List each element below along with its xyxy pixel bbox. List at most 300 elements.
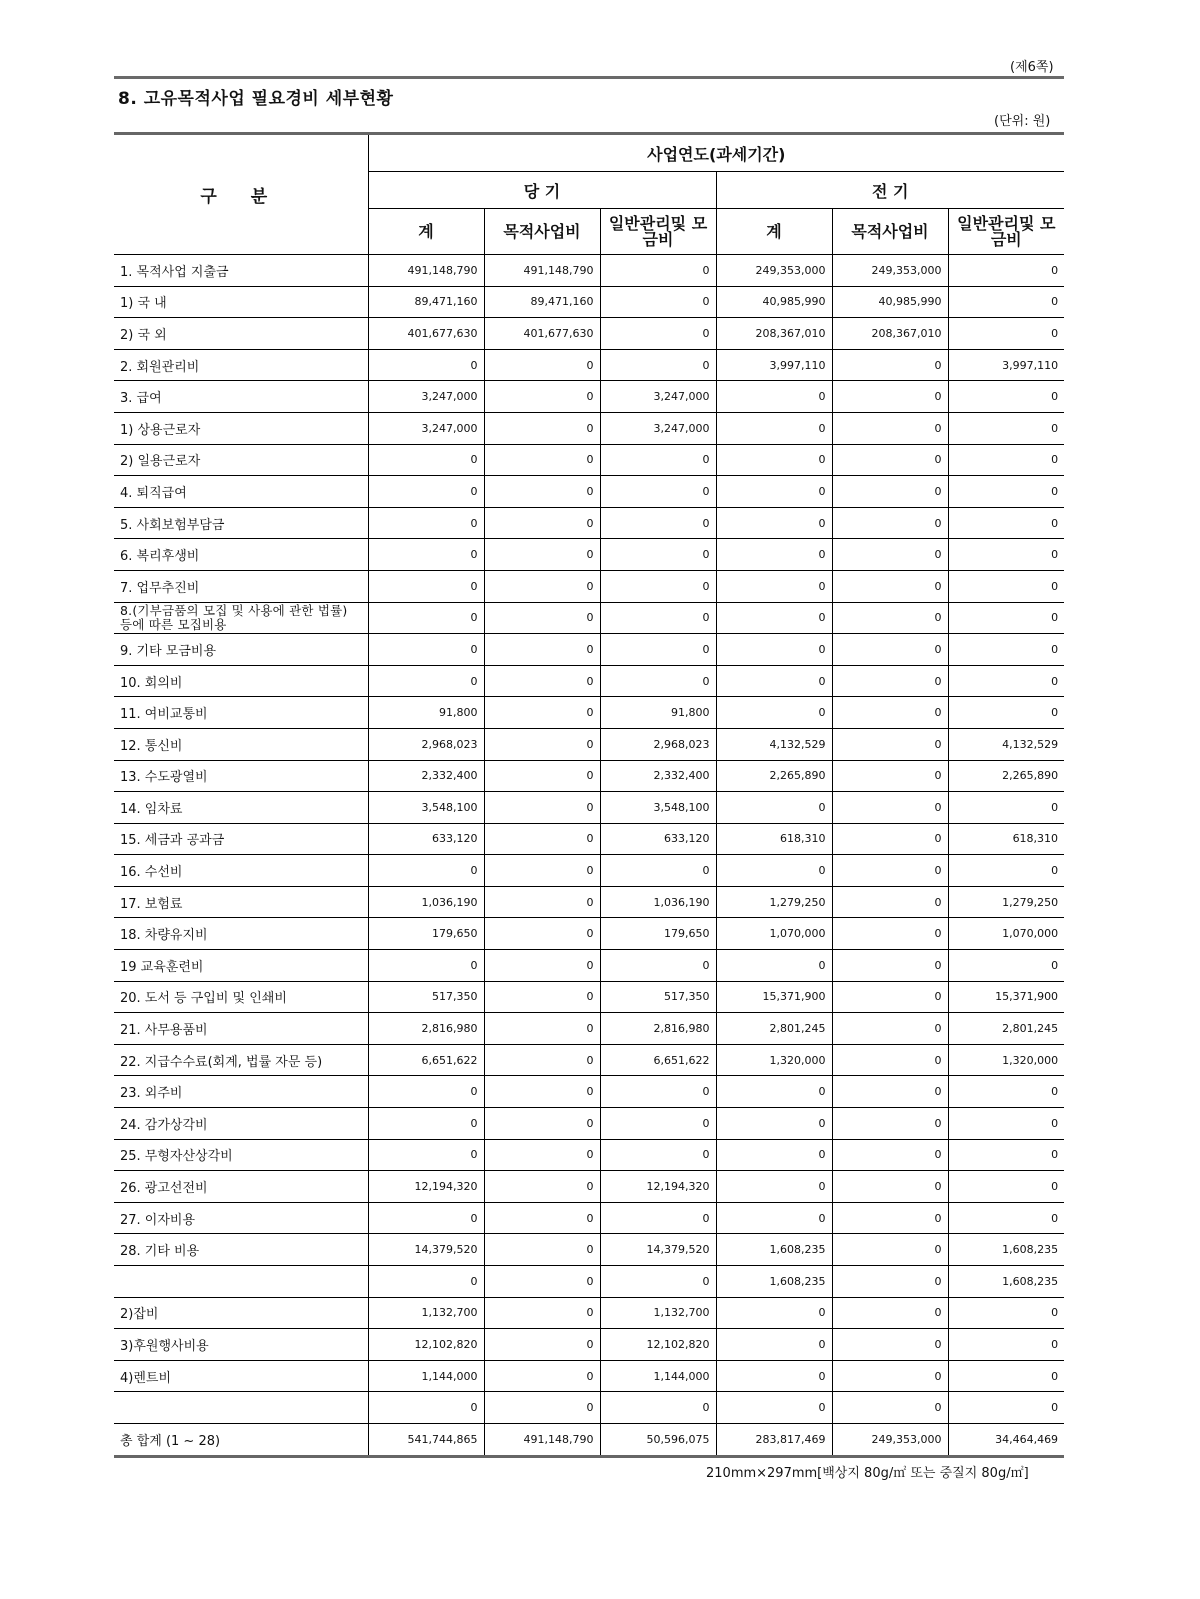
amount-cell: 0 xyxy=(948,1329,1064,1361)
table-row xyxy=(114,1202,1064,1234)
row-label: 18. 차량유지비 xyxy=(114,918,368,950)
current-period-header: 당 기 xyxy=(368,172,716,209)
amount-cell: 401,677,630 xyxy=(368,318,484,350)
row-label: 20. 도서 등 구입비 및 인쇄비 xyxy=(114,981,368,1013)
amount-cell: 0 xyxy=(484,381,600,413)
row-label: 2) 국 외 xyxy=(114,318,368,350)
amount-cell: 0 xyxy=(716,381,832,413)
amount-cell: 0 xyxy=(948,665,1064,697)
amount-cell: 0 xyxy=(600,855,716,887)
amount-cell: 50,596,075 xyxy=(600,1423,716,1456)
table-header xyxy=(114,134,1064,255)
amount-cell: 1,132,700 xyxy=(368,1297,484,1329)
amount-cell: 0 xyxy=(948,381,1064,413)
amount-cell: 0 xyxy=(832,1234,948,1266)
amount-cell: 0 xyxy=(484,1013,600,1045)
amount-cell: 1,608,235 xyxy=(716,1234,832,1266)
amount-cell: 0 xyxy=(600,318,716,350)
amount-cell: 0 xyxy=(716,855,832,887)
amount-cell: 2,801,245 xyxy=(948,1013,1064,1045)
amount-cell: 0 xyxy=(716,476,832,508)
amount-cell: 0 xyxy=(600,602,716,634)
row-label: 3)후원행사비용 xyxy=(114,1329,368,1361)
amount-cell: 618,310 xyxy=(948,823,1064,855)
amount-cell: 1,608,235 xyxy=(948,1266,1064,1298)
amount-cell: 208,367,010 xyxy=(832,318,948,350)
amount-cell: 0 xyxy=(948,634,1064,666)
amount-cell: 0 xyxy=(368,1266,484,1298)
row-label xyxy=(114,1392,368,1424)
previous-purpose-header: 목적사업비 xyxy=(832,209,948,255)
amount-cell: 0 xyxy=(948,476,1064,508)
table-row xyxy=(114,444,1064,476)
amount-cell: 491,148,790 xyxy=(484,1423,600,1456)
amount-cell: 179,650 xyxy=(600,918,716,950)
amount-cell: 6,651,622 xyxy=(368,1044,484,1076)
amount-cell: 0 xyxy=(948,1202,1064,1234)
row-label: 19 교육훈련비 xyxy=(114,950,368,982)
amount-cell: 0 xyxy=(368,1076,484,1108)
table-row xyxy=(114,1423,1064,1456)
table-row xyxy=(114,1329,1064,1361)
unit-label: (단위: 원) xyxy=(994,114,1051,129)
amount-cell: 0 xyxy=(600,1392,716,1424)
row-label: 총 합계 (1 ~ 28) xyxy=(114,1423,368,1456)
table-row xyxy=(114,412,1064,444)
row-label: 24. 감가상각비 xyxy=(114,1108,368,1140)
amount-cell: 2,265,890 xyxy=(716,760,832,792)
amount-cell: 0 xyxy=(484,792,600,824)
amount-cell: 3,548,100 xyxy=(368,792,484,824)
amount-cell: 0 xyxy=(832,981,948,1013)
row-label: 2. 회원관리비 xyxy=(114,349,368,381)
amount-cell: 0 xyxy=(716,507,832,539)
amount-cell: 0 xyxy=(832,855,948,887)
table-row xyxy=(114,665,1064,697)
amount-cell: 0 xyxy=(368,570,484,602)
amount-cell: 0 xyxy=(948,286,1064,318)
amount-cell: 0 xyxy=(948,855,1064,887)
amount-cell: 0 xyxy=(948,1360,1064,1392)
amount-cell: 0 xyxy=(832,444,948,476)
amount-cell: 0 xyxy=(600,950,716,982)
amount-cell: 0 xyxy=(484,570,600,602)
amount-cell: 34,464,469 xyxy=(948,1423,1064,1456)
row-label: 16. 수선비 xyxy=(114,855,368,887)
amount-cell: 0 xyxy=(600,286,716,318)
amount-cell: 0 xyxy=(832,1139,948,1171)
amount-cell: 0 xyxy=(484,507,600,539)
row-label xyxy=(114,1266,368,1298)
amount-cell: 0 xyxy=(832,349,948,381)
amount-cell: 0 xyxy=(832,412,948,444)
amount-cell: 0 xyxy=(832,950,948,982)
amount-cell: 0 xyxy=(832,697,948,729)
amount-cell: 0 xyxy=(484,1297,600,1329)
amount-cell: 0 xyxy=(716,1076,832,1108)
amount-cell: 0 xyxy=(484,1392,600,1424)
amount-cell: 0 xyxy=(484,1266,600,1298)
amount-cell: 0 xyxy=(484,1171,600,1203)
amount-cell: 0 xyxy=(600,570,716,602)
amount-cell: 0 xyxy=(600,665,716,697)
amount-cell: 1,279,250 xyxy=(716,886,832,918)
amount-cell: 0 xyxy=(484,1360,600,1392)
amount-cell: 0 xyxy=(484,950,600,982)
amount-cell: 0 xyxy=(600,539,716,571)
amount-cell: 0 xyxy=(484,728,600,760)
amount-cell: 15,371,900 xyxy=(716,981,832,1013)
amount-cell: 2,816,980 xyxy=(600,1013,716,1045)
amount-cell: 0 xyxy=(368,444,484,476)
row-label: 7. 업무추진비 xyxy=(114,570,368,602)
amount-cell: 2,265,890 xyxy=(948,760,1064,792)
table-row xyxy=(114,349,1064,381)
row-label: 10. 회의비 xyxy=(114,665,368,697)
amount-cell: 0 xyxy=(948,1076,1064,1108)
amount-cell: 0 xyxy=(832,1329,948,1361)
amount-cell: 0 xyxy=(948,950,1064,982)
table-row xyxy=(114,760,1064,792)
row-label: 15. 세금과 공과금 xyxy=(114,823,368,855)
amount-cell: 0 xyxy=(832,1108,948,1140)
row-label: 2)잡비 xyxy=(114,1297,368,1329)
amount-cell: 0 xyxy=(368,1108,484,1140)
amount-cell: 0 xyxy=(484,476,600,508)
page-number: (제6쪽) xyxy=(1010,60,1054,75)
top-rule xyxy=(114,76,1064,79)
row-label: 1) 국 내 xyxy=(114,286,368,318)
table-row xyxy=(114,539,1064,571)
amount-cell: 0 xyxy=(948,1139,1064,1171)
amount-cell: 0 xyxy=(716,1329,832,1361)
amount-cell: 1,132,700 xyxy=(600,1297,716,1329)
amount-cell: 0 xyxy=(832,823,948,855)
amount-cell: 0 xyxy=(832,918,948,950)
amount-cell: 0 xyxy=(600,1108,716,1140)
amount-cell: 0 xyxy=(832,1202,948,1234)
amount-cell: 0 xyxy=(600,1202,716,1234)
amount-cell: 1,608,235 xyxy=(948,1234,1064,1266)
table-row xyxy=(114,602,1064,634)
amount-cell: 0 xyxy=(716,1171,832,1203)
amount-cell: 491,148,790 xyxy=(484,255,600,287)
table-row xyxy=(114,634,1064,666)
row-label: 22. 지급수수료(회계, 법률 자문 등) xyxy=(114,1044,368,1076)
amount-cell: 249,353,000 xyxy=(716,255,832,287)
amount-cell: 0 xyxy=(832,1297,948,1329)
row-label: 9. 기타 모금비용 xyxy=(114,634,368,666)
row-label: 2) 일용근로자 xyxy=(114,444,368,476)
amount-cell: 0 xyxy=(832,1392,948,1424)
row-label: 26. 광고선전비 xyxy=(114,1171,368,1203)
table-row xyxy=(114,886,1064,918)
amount-cell: 401,677,630 xyxy=(484,318,600,350)
amount-cell: 0 xyxy=(948,602,1064,634)
amount-cell: 0 xyxy=(948,412,1064,444)
amount-cell: 0 xyxy=(948,697,1064,729)
amount-cell: 541,744,865 xyxy=(368,1423,484,1456)
amount-cell: 1,144,000 xyxy=(368,1360,484,1392)
amount-cell: 1,036,190 xyxy=(600,886,716,918)
amount-cell: 0 xyxy=(484,1044,600,1076)
previous-period-header: 전 기 xyxy=(716,172,1064,209)
amount-cell: 1,320,000 xyxy=(716,1044,832,1076)
amount-cell: 1,070,000 xyxy=(716,918,832,950)
amount-cell: 0 xyxy=(716,1139,832,1171)
amount-cell: 2,332,400 xyxy=(600,760,716,792)
amount-cell: 3,548,100 xyxy=(600,792,716,824)
amount-cell: 2,816,980 xyxy=(368,1013,484,1045)
amount-cell: 0 xyxy=(832,476,948,508)
amount-cell: 89,471,160 xyxy=(368,286,484,318)
row-label: 17. 보험료 xyxy=(114,886,368,918)
amount-cell: 3,247,000 xyxy=(600,381,716,413)
amount-cell: 283,817,469 xyxy=(716,1423,832,1456)
amount-cell: 0 xyxy=(832,886,948,918)
amount-cell: 1,144,000 xyxy=(600,1360,716,1392)
amount-cell: 0 xyxy=(484,1108,600,1140)
amount-cell: 249,353,000 xyxy=(832,255,948,287)
expense-table-container xyxy=(114,132,1064,1458)
amount-cell: 208,367,010 xyxy=(716,318,832,350)
table-row xyxy=(114,981,1064,1013)
table-body xyxy=(114,255,1064,1457)
table-row xyxy=(114,507,1064,539)
amount-cell: 0 xyxy=(716,539,832,571)
amount-cell: 3,997,110 xyxy=(716,349,832,381)
amount-cell: 0 xyxy=(716,1108,832,1140)
amount-cell: 0 xyxy=(368,1392,484,1424)
amount-cell: 0 xyxy=(832,1076,948,1108)
amount-cell: 633,120 xyxy=(368,823,484,855)
amount-cell: 0 xyxy=(600,634,716,666)
amount-cell: 4,132,529 xyxy=(716,728,832,760)
row-label: 4. 퇴직급여 xyxy=(114,476,368,508)
amount-cell: 0 xyxy=(368,1202,484,1234)
amount-cell: 2,332,400 xyxy=(368,760,484,792)
amount-cell: 0 xyxy=(948,1108,1064,1140)
amount-cell: 0 xyxy=(600,1266,716,1298)
table-row xyxy=(114,1171,1064,1203)
amount-cell: 1,320,000 xyxy=(948,1044,1064,1076)
amount-cell: 0 xyxy=(832,634,948,666)
amount-cell: 1,608,235 xyxy=(716,1266,832,1298)
amount-cell: 0 xyxy=(484,412,600,444)
table-row xyxy=(114,1297,1064,1329)
previous-general-header: 일반관리및 모금비 xyxy=(948,209,1064,255)
amount-cell: 0 xyxy=(716,570,832,602)
table-row xyxy=(114,286,1064,318)
amount-cell: 0 xyxy=(832,570,948,602)
amount-cell: 0 xyxy=(600,476,716,508)
amount-cell: 0 xyxy=(368,539,484,571)
amount-cell: 0 xyxy=(716,444,832,476)
amount-cell: 6,651,622 xyxy=(600,1044,716,1076)
amount-cell: 91,800 xyxy=(368,697,484,729)
table-row xyxy=(114,1266,1064,1298)
row-label: 3. 급여 xyxy=(114,381,368,413)
table-row xyxy=(114,918,1064,950)
row-label: 8.(기부금품의 모집 및 사용에 관한 법률) 등에 따른 모집비용 xyxy=(114,602,368,634)
amount-cell: 0 xyxy=(716,1360,832,1392)
amount-cell: 0 xyxy=(832,507,948,539)
amount-cell: 0 xyxy=(484,855,600,887)
amount-cell: 249,353,000 xyxy=(832,1423,948,1456)
amount-cell: 0 xyxy=(832,602,948,634)
table-row xyxy=(114,728,1064,760)
row-label: 21. 사무용품비 xyxy=(114,1013,368,1045)
amount-cell: 0 xyxy=(832,760,948,792)
amount-cell: 0 xyxy=(948,507,1064,539)
table-row xyxy=(114,1234,1064,1266)
amount-cell: 0 xyxy=(484,1329,600,1361)
amount-cell: 0 xyxy=(484,349,600,381)
table-row xyxy=(114,1076,1064,1108)
amount-cell: 491,148,790 xyxy=(368,255,484,287)
amount-cell: 0 xyxy=(948,1392,1064,1424)
amount-cell: 0 xyxy=(484,1234,600,1266)
row-label: 27. 이자비용 xyxy=(114,1202,368,1234)
table-row xyxy=(114,1013,1064,1045)
amount-cell: 0 xyxy=(484,760,600,792)
amount-cell: 40,985,990 xyxy=(716,286,832,318)
amount-cell: 517,350 xyxy=(368,981,484,1013)
amount-cell: 0 xyxy=(948,318,1064,350)
amount-cell: 2,968,023 xyxy=(600,728,716,760)
amount-cell: 0 xyxy=(948,792,1064,824)
amount-cell: 0 xyxy=(716,412,832,444)
amount-cell: 633,120 xyxy=(600,823,716,855)
amount-cell: 0 xyxy=(600,507,716,539)
amount-cell: 0 xyxy=(832,539,948,571)
amount-cell: 0 xyxy=(368,602,484,634)
amount-cell: 0 xyxy=(948,539,1064,571)
table-row xyxy=(114,1044,1064,1076)
row-label: 25. 무형자산상각비 xyxy=(114,1139,368,1171)
table-row xyxy=(114,381,1064,413)
amount-cell: 1,070,000 xyxy=(948,918,1064,950)
table-row xyxy=(114,823,1064,855)
amount-cell: 0 xyxy=(600,444,716,476)
current-total-header: 계 xyxy=(368,209,484,255)
amount-cell: 15,371,900 xyxy=(948,981,1064,1013)
row-label: 23. 외주비 xyxy=(114,1076,368,1108)
amount-cell: 12,194,320 xyxy=(368,1171,484,1203)
amount-cell: 0 xyxy=(484,602,600,634)
amount-cell: 0 xyxy=(716,602,832,634)
amount-cell: 0 xyxy=(716,792,832,824)
table-row xyxy=(114,855,1064,887)
amount-cell: 2,968,023 xyxy=(368,728,484,760)
amount-cell: 0 xyxy=(484,918,600,950)
amount-cell: 89,471,160 xyxy=(484,286,600,318)
amount-cell: 2,801,245 xyxy=(716,1013,832,1045)
amount-cell: 3,247,000 xyxy=(368,381,484,413)
business-year-header: 사업연도(과세기간) xyxy=(368,134,1064,172)
current-general-header: 일반관리및 모금비 xyxy=(600,209,716,255)
amount-cell: 0 xyxy=(832,728,948,760)
row-label: 13. 수도광열비 xyxy=(114,760,368,792)
amount-cell: 0 xyxy=(948,444,1064,476)
amount-cell: 0 xyxy=(832,665,948,697)
amount-cell: 0 xyxy=(948,1297,1064,1329)
amount-cell: 0 xyxy=(368,349,484,381)
amount-cell: 0 xyxy=(716,665,832,697)
current-purpose-header: 목적사업비 xyxy=(484,209,600,255)
table-row xyxy=(114,1139,1064,1171)
amount-cell: 0 xyxy=(832,381,948,413)
amount-cell: 0 xyxy=(600,1139,716,1171)
amount-cell: 3,247,000 xyxy=(600,412,716,444)
amount-cell: 179,650 xyxy=(368,918,484,950)
table-row xyxy=(114,255,1064,287)
table-row xyxy=(114,950,1064,982)
amount-cell: 12,194,320 xyxy=(600,1171,716,1203)
amount-cell: 0 xyxy=(948,1171,1064,1203)
amount-cell: 0 xyxy=(716,950,832,982)
amount-cell: 0 xyxy=(484,1202,600,1234)
amount-cell: 0 xyxy=(368,855,484,887)
amount-cell: 12,102,820 xyxy=(600,1329,716,1361)
row-label: 12. 통신비 xyxy=(114,728,368,760)
amount-cell: 0 xyxy=(368,665,484,697)
table-row xyxy=(114,570,1064,602)
amount-cell: 0 xyxy=(368,507,484,539)
row-label: 6. 복리후생비 xyxy=(114,539,368,571)
amount-cell: 1,036,190 xyxy=(368,886,484,918)
amount-cell: 0 xyxy=(484,697,600,729)
table-row xyxy=(114,318,1064,350)
amount-cell: 0 xyxy=(716,634,832,666)
amount-cell: 0 xyxy=(368,634,484,666)
amount-cell: 14,379,520 xyxy=(368,1234,484,1266)
table-row xyxy=(114,476,1064,508)
amount-cell: 0 xyxy=(484,444,600,476)
table-row xyxy=(114,697,1064,729)
paper-spec-note: 210mm×297mm[백상지 80g/㎡ 또는 중질지 80g/㎡] xyxy=(706,1466,1029,1481)
amount-cell: 0 xyxy=(716,1392,832,1424)
amount-cell: 0 xyxy=(716,1202,832,1234)
amount-cell: 91,800 xyxy=(600,697,716,729)
amount-cell: 0 xyxy=(368,1139,484,1171)
row-label: 1. 목적사업 지출금 xyxy=(114,255,368,287)
amount-cell: 0 xyxy=(832,1171,948,1203)
amount-cell: 0 xyxy=(484,1139,600,1171)
amount-cell: 0 xyxy=(716,697,832,729)
amount-cell: 0 xyxy=(948,255,1064,287)
amount-cell: 0 xyxy=(948,570,1064,602)
amount-cell: 0 xyxy=(484,539,600,571)
amount-cell: 0 xyxy=(368,476,484,508)
amount-cell: 0 xyxy=(716,1297,832,1329)
row-label: 1) 상용근로자 xyxy=(114,412,368,444)
previous-total-header: 계 xyxy=(716,209,832,255)
amount-cell: 0 xyxy=(832,1266,948,1298)
amount-cell: 40,985,990 xyxy=(832,286,948,318)
table-row xyxy=(114,1360,1064,1392)
amount-cell: 618,310 xyxy=(716,823,832,855)
table-row xyxy=(114,1108,1064,1140)
amount-cell: 3,997,110 xyxy=(948,349,1064,381)
row-label: 4)렌트비 xyxy=(114,1360,368,1392)
amount-cell: 12,102,820 xyxy=(368,1329,484,1361)
category-header: 구 분 xyxy=(114,134,368,255)
amount-cell: 0 xyxy=(484,981,600,1013)
amount-cell: 1,279,250 xyxy=(948,886,1064,918)
row-label: 28. 기타 비용 xyxy=(114,1234,368,1266)
amount-cell: 14,379,520 xyxy=(600,1234,716,1266)
